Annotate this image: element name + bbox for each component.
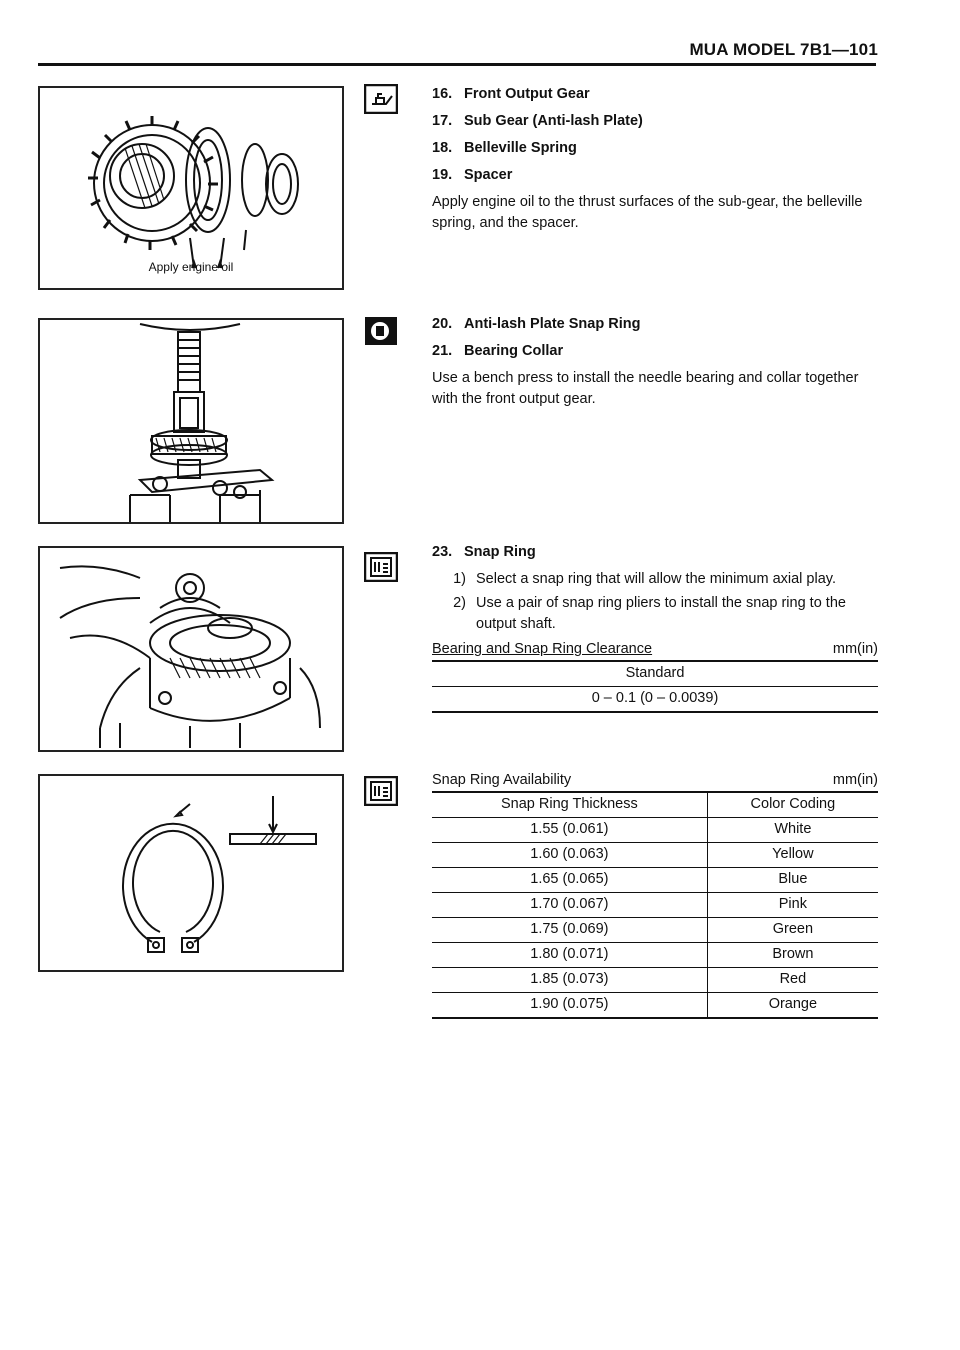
- oil-can-icon: [364, 84, 398, 114]
- table-row: 1.55 (0.061) White: [432, 818, 878, 843]
- table-title: Bearing and Snap Ring Clearance: [432, 641, 653, 658]
- table-header: Snap Ring Thickness: [432, 792, 707, 818]
- table-unit: mm(in): [832, 641, 878, 658]
- table-title: Snap Ring Availability: [432, 772, 572, 788]
- figure-caption: Apply engine oil: [148, 260, 234, 274]
- table-header: Standard: [432, 661, 878, 687]
- figure-bench-press: [38, 318, 344, 524]
- bench-press-illustration: [40, 320, 342, 522]
- section-snap-ring: [432, 542, 878, 713]
- list-item: 16. Front Output Gear: [432, 86, 590, 102]
- page-header: MUA MODEL 7B1—101: [689, 40, 878, 59]
- snap-ring-install-illustration: [40, 548, 342, 750]
- table-row: 1.90 (0.075) Orange: [432, 993, 878, 1019]
- instruction-text: Apply engine oil to the thrust surfaces of the sub-gear, the belleville spring, and the spacer.: [432, 194, 863, 232]
- list-item: 18. Belleville Spring: [432, 140, 577, 157]
- table-row: 1.60 (0.063) Yellow: [432, 843, 878, 868]
- list-item: 17. Sub Gear (Anti-lash Plate): [432, 113, 643, 130]
- list-item: 23. Snap Ring: [432, 544, 536, 560]
- press-icon: [364, 316, 398, 346]
- table-header: Color Coding: [707, 792, 878, 818]
- figure-snap-ring: [38, 774, 344, 972]
- header-rule: [38, 63, 876, 66]
- table-row: 1.65 (0.065) Blue: [432, 868, 878, 893]
- table-row: 1.75 (0.069) Green: [432, 918, 878, 943]
- table-cell: 0 – 0.1 (0 – 0.0039): [432, 687, 878, 713]
- clearance-table: [432, 660, 878, 713]
- step-item: 2) Use a pair of snap ring pliers to install the snap ring to the output shaft.: [453, 595, 846, 633]
- list-item: 20. Anti-lash Plate Snap Ring: [432, 316, 641, 332]
- gear-assembly-illustration: [40, 88, 342, 288]
- table-title-row: [432, 639, 878, 660]
- availability-table: [432, 791, 878, 1019]
- figure-gear-assembly: [38, 86, 344, 290]
- snap-ring-icon: [364, 552, 398, 582]
- snap-ring-illustration: [40, 776, 342, 970]
- table-title-row: [432, 770, 878, 791]
- table-unit: mm(in): [832, 772, 878, 788]
- section-front-output-gear: [432, 84, 878, 234]
- figure-snap-ring-install: [38, 546, 344, 752]
- list-item: 19. Spacer: [432, 167, 513, 184]
- list-item: 21. Bearing Collar: [432, 343, 564, 360]
- table-row: 1.70 (0.067) Pink: [432, 893, 878, 918]
- section-snap-ring-availability: [432, 770, 878, 1019]
- step-item: 1) Select a snap ring that will allow the minimum axial play.: [453, 571, 836, 588]
- instruction-text: Use a bench press to install the needle bearing and collar together with the front output gear.: [432, 370, 859, 408]
- table-row: 1.85 (0.073) Red: [432, 968, 878, 993]
- table-row: 1.80 (0.071) Brown: [432, 943, 878, 968]
- section-anti-lash-snap-ring: [432, 314, 878, 410]
- snap-ring-icon: [364, 776, 398, 806]
